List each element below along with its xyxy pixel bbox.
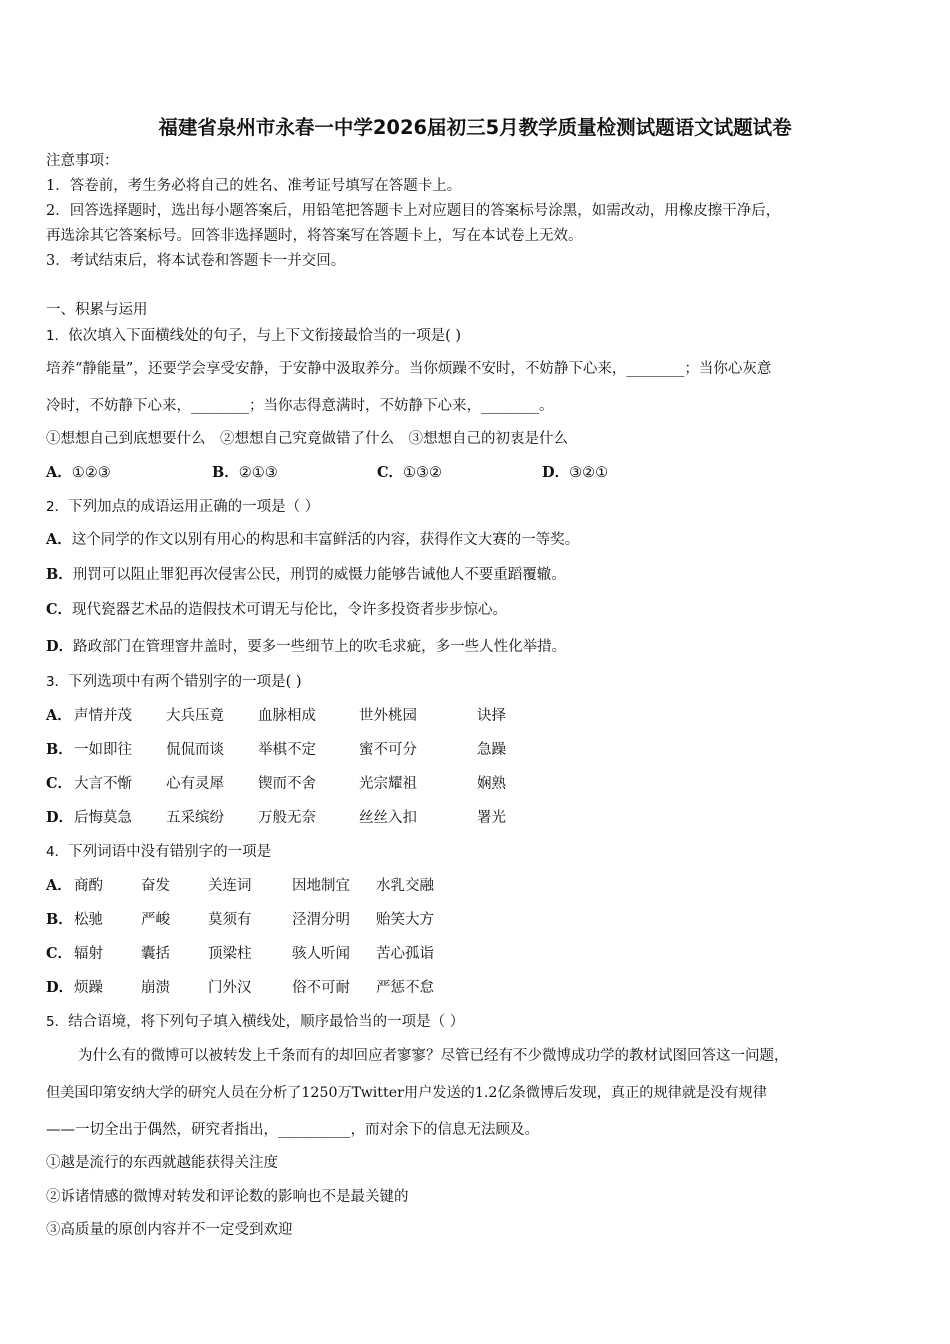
q4-option-b-word: 莫须有	[208, 912, 252, 928]
q3-option-a-word: 世外桃园	[359, 708, 417, 724]
q2-option-a-label: A．	[46, 531, 72, 548]
q4-option-a-word: 关连词	[208, 878, 252, 894]
q1-option-c	[377, 463, 442, 483]
q4-option-c-word: 苦心孤诣	[376, 946, 434, 962]
q5-choice-3: ③高质量的原创内容并不一定受到欢迎	[46, 1222, 293, 1238]
q4-option-a-label: A．	[46, 877, 72, 894]
q4-option-c-word: 顶梁柱	[208, 946, 252, 962]
q5-stem: 结合语境，将下列句子填入横线处，顺序最恰当的一项是（ ）	[68, 1014, 465, 1030]
q2-number: 2．	[46, 499, 69, 515]
q3-option-a-word: 诀择	[477, 708, 506, 724]
q3-option-c-word: 锲而不舍	[258, 776, 316, 792]
q1-option-d-text: ③②①	[569, 465, 609, 481]
q4-option-c-label: C．	[46, 945, 73, 962]
q2-option-a	[46, 530, 579, 550]
q5-paragraph-1: 为什么有的微博可以被转发上千条而有的却回应者寥寥？尽管已经有不少微博成功学的教材试图回答这一问题，	[78, 1048, 789, 1064]
q3-option-a-label: A．	[46, 707, 72, 724]
q1-option-a	[46, 463, 111, 483]
q5-number: 5．	[46, 1014, 69, 1030]
q4-option-a-word: 商酌	[74, 878, 103, 894]
q1-text-2: 冷时，不妨静下心来，________；当你志得意满时，不妨静下心来，________。	[46, 398, 554, 414]
q4-option-d-label: D．	[46, 979, 74, 996]
q3-option-b-word: 一如即往	[74, 742, 132, 758]
q1-stem-line	[46, 326, 461, 346]
q3-option-b-word: 急躁	[477, 742, 506, 758]
q2-option-c-text: 现代瓷器艺术品的造假技术可谓无与伦比，令许多投资者步步惊心。	[72, 602, 508, 618]
notice-item-2-cont: 再选涂其它答案标号。回答非选择题时，将答案写在答题卡上，写在本试卷上无效。	[46, 228, 583, 244]
section-heading: 一、积累与运用	[46, 302, 148, 318]
q1-option-d-label: D．	[542, 464, 570, 481]
q1-option-c-text: ①③②	[403, 465, 443, 481]
q4-option-b-word: 严峻	[141, 912, 170, 928]
q1-option-b-label: B．	[212, 464, 239, 481]
q3-option-b-word: 侃侃而谈	[166, 742, 224, 758]
q3-option-d-word: 署光	[477, 810, 506, 826]
q2-option-b	[46, 565, 566, 585]
q5-choice-1: ①越是流行的东西就越能获得关注度	[46, 1155, 278, 1171]
q2-option-d-label: D．	[46, 638, 74, 655]
q4-option-b-label: B．	[46, 911, 73, 928]
q4-option-a-word: 奋发	[141, 878, 170, 894]
notice-item-2: 2．回答选择题时，选出每小题答案后，用铅笔把答题卡上对应题目的答案标号涂黑，如需改动，用橡皮擦干净后，	[46, 203, 781, 219]
q4-option-b-word: 松驰	[74, 912, 103, 928]
q3-option-c-label: C．	[46, 775, 73, 792]
q2-stem-line	[46, 497, 319, 517]
q2-option-d-text: 路政部门在管理窨井盖时，要多一些细节上的吹毛求疵，多一些人性化举措。	[73, 639, 567, 655]
q1-option-a-label: A．	[46, 464, 72, 481]
q5-paragraph-2: 但美国印第安纳大学的研究人员在分析了1250万Twitter用户发送的1.2亿条微博后发现，真正的规律就是没有规律	[46, 1085, 767, 1101]
q1-option-d	[542, 463, 608, 483]
notice-item-3: 3．考试结束后，将本试卷和答题卡一并交回。	[46, 253, 346, 269]
q4-option-a-word: 因地制宜	[292, 878, 350, 894]
q4-option-d-word: 烦躁	[74, 980, 103, 996]
q3-stem: 下列选项中有两个错别字的一项是( )	[68, 674, 302, 690]
q3-option-a-word: 声情并茂	[74, 708, 132, 724]
q5-choice-2: ②诉诸情感的微博对转发和评论数的影响也不是最关键的	[46, 1189, 409, 1205]
q4-option-c-word: 骇人听闻	[292, 946, 350, 962]
q4-option-a-word: 水乳交融	[376, 878, 434, 894]
q2-stem: 下列加点的成语运用正确的一项是（ ）	[68, 499, 320, 515]
q3-stem-line	[46, 672, 302, 692]
q3-number: 3．	[46, 674, 69, 690]
q1-option-a-text: ①②③	[71, 465, 111, 481]
q2-option-b-label: B．	[46, 566, 73, 583]
q4-option-d-word: 严惩不怠	[376, 980, 434, 996]
q3-option-d-word: 丝丝入扣	[359, 810, 417, 826]
q4-option-c-word: 辐射	[74, 946, 103, 962]
q4-option-b-word: 贻笑大方	[376, 912, 434, 928]
q3-option-a-word: 血脉相成	[258, 708, 316, 724]
q4-option-d-word: 崩溃	[141, 980, 170, 996]
q3-option-c-word: 心有灵犀	[166, 776, 224, 792]
notice-heading: 注意事项：	[46, 153, 119, 169]
q3-option-b-word: 举棋不定	[258, 742, 316, 758]
q2-option-c	[46, 600, 507, 620]
q1-number: 1．	[46, 328, 69, 344]
q1-stem: 依次填入下面横线处的句子，与上下文衔接最恰当的一项是( )	[68, 328, 462, 344]
q3-option-d-word: 五采缤纷	[166, 810, 224, 826]
q5-paragraph-3: ——一切全出于偶然，研究者指出，__________，而对余下的信息无法顾及。	[46, 1122, 539, 1138]
q3-option-b-label: B．	[46, 741, 73, 758]
q3-option-c-word: 光宗耀祖	[359, 776, 417, 792]
q4-option-d-word: 门外汉	[208, 980, 252, 996]
q1-choices: ①想想自己到底想要什么 ②想想自己究竟做错了什么 ③想想自己的初衷是什么	[46, 431, 568, 447]
notice-item-1: 1．答卷前，考生务必将自己的姓名、准考证号填写在答题卡上。	[46, 178, 462, 194]
q4-stem: 下列词语中没有错别字的一项是	[68, 844, 272, 860]
q4-stem-line	[46, 842, 271, 862]
q1-option-b	[212, 463, 278, 483]
q2-option-d	[46, 637, 566, 657]
q2-option-b-text: 刑罚可以阻止罪犯再次侵害公民，刑罚的威慑力能够告诫他人不要重蹈覆辙。	[72, 567, 566, 583]
q2-option-a-text: 这个同学的作文以别有用心的构思和丰富鲜活的内容，获得作文大赛的一等奖。	[71, 532, 580, 548]
q4-number: 4．	[46, 844, 69, 860]
q3-option-b-word: 蜜不可分	[359, 742, 417, 758]
q4-option-c-word: 囊括	[141, 946, 170, 962]
q1-option-b-text: ②①③	[238, 465, 278, 481]
q3-option-c-word: 娴熟	[477, 776, 506, 792]
q3-option-a-word: 大兵压竟	[166, 708, 224, 724]
q2-option-c-label: C．	[46, 601, 73, 618]
page-title: 福建省泉州市永春一中学2026届初三5月教学质量检测试题语文试题试卷	[158, 116, 792, 139]
q1-option-c-label: C．	[377, 464, 404, 481]
q3-option-d-word: 后悔莫急	[74, 810, 132, 826]
q3-option-d-label: D．	[46, 809, 74, 826]
q3-option-c-word: 大言不惭	[74, 776, 132, 792]
q5-stem-line	[46, 1012, 464, 1032]
q3-option-d-word: 万般无奈	[258, 810, 316, 826]
q4-option-d-word: 俗不可耐	[292, 980, 350, 996]
q4-option-b-word: 泾渭分明	[292, 912, 350, 928]
q1-text-1: 培养“静能量”，还要学会享受安静，于安静中汲取养分。当你烦躁不安时，不妨静下心来，________；当你心灰意	[46, 361, 772, 377]
